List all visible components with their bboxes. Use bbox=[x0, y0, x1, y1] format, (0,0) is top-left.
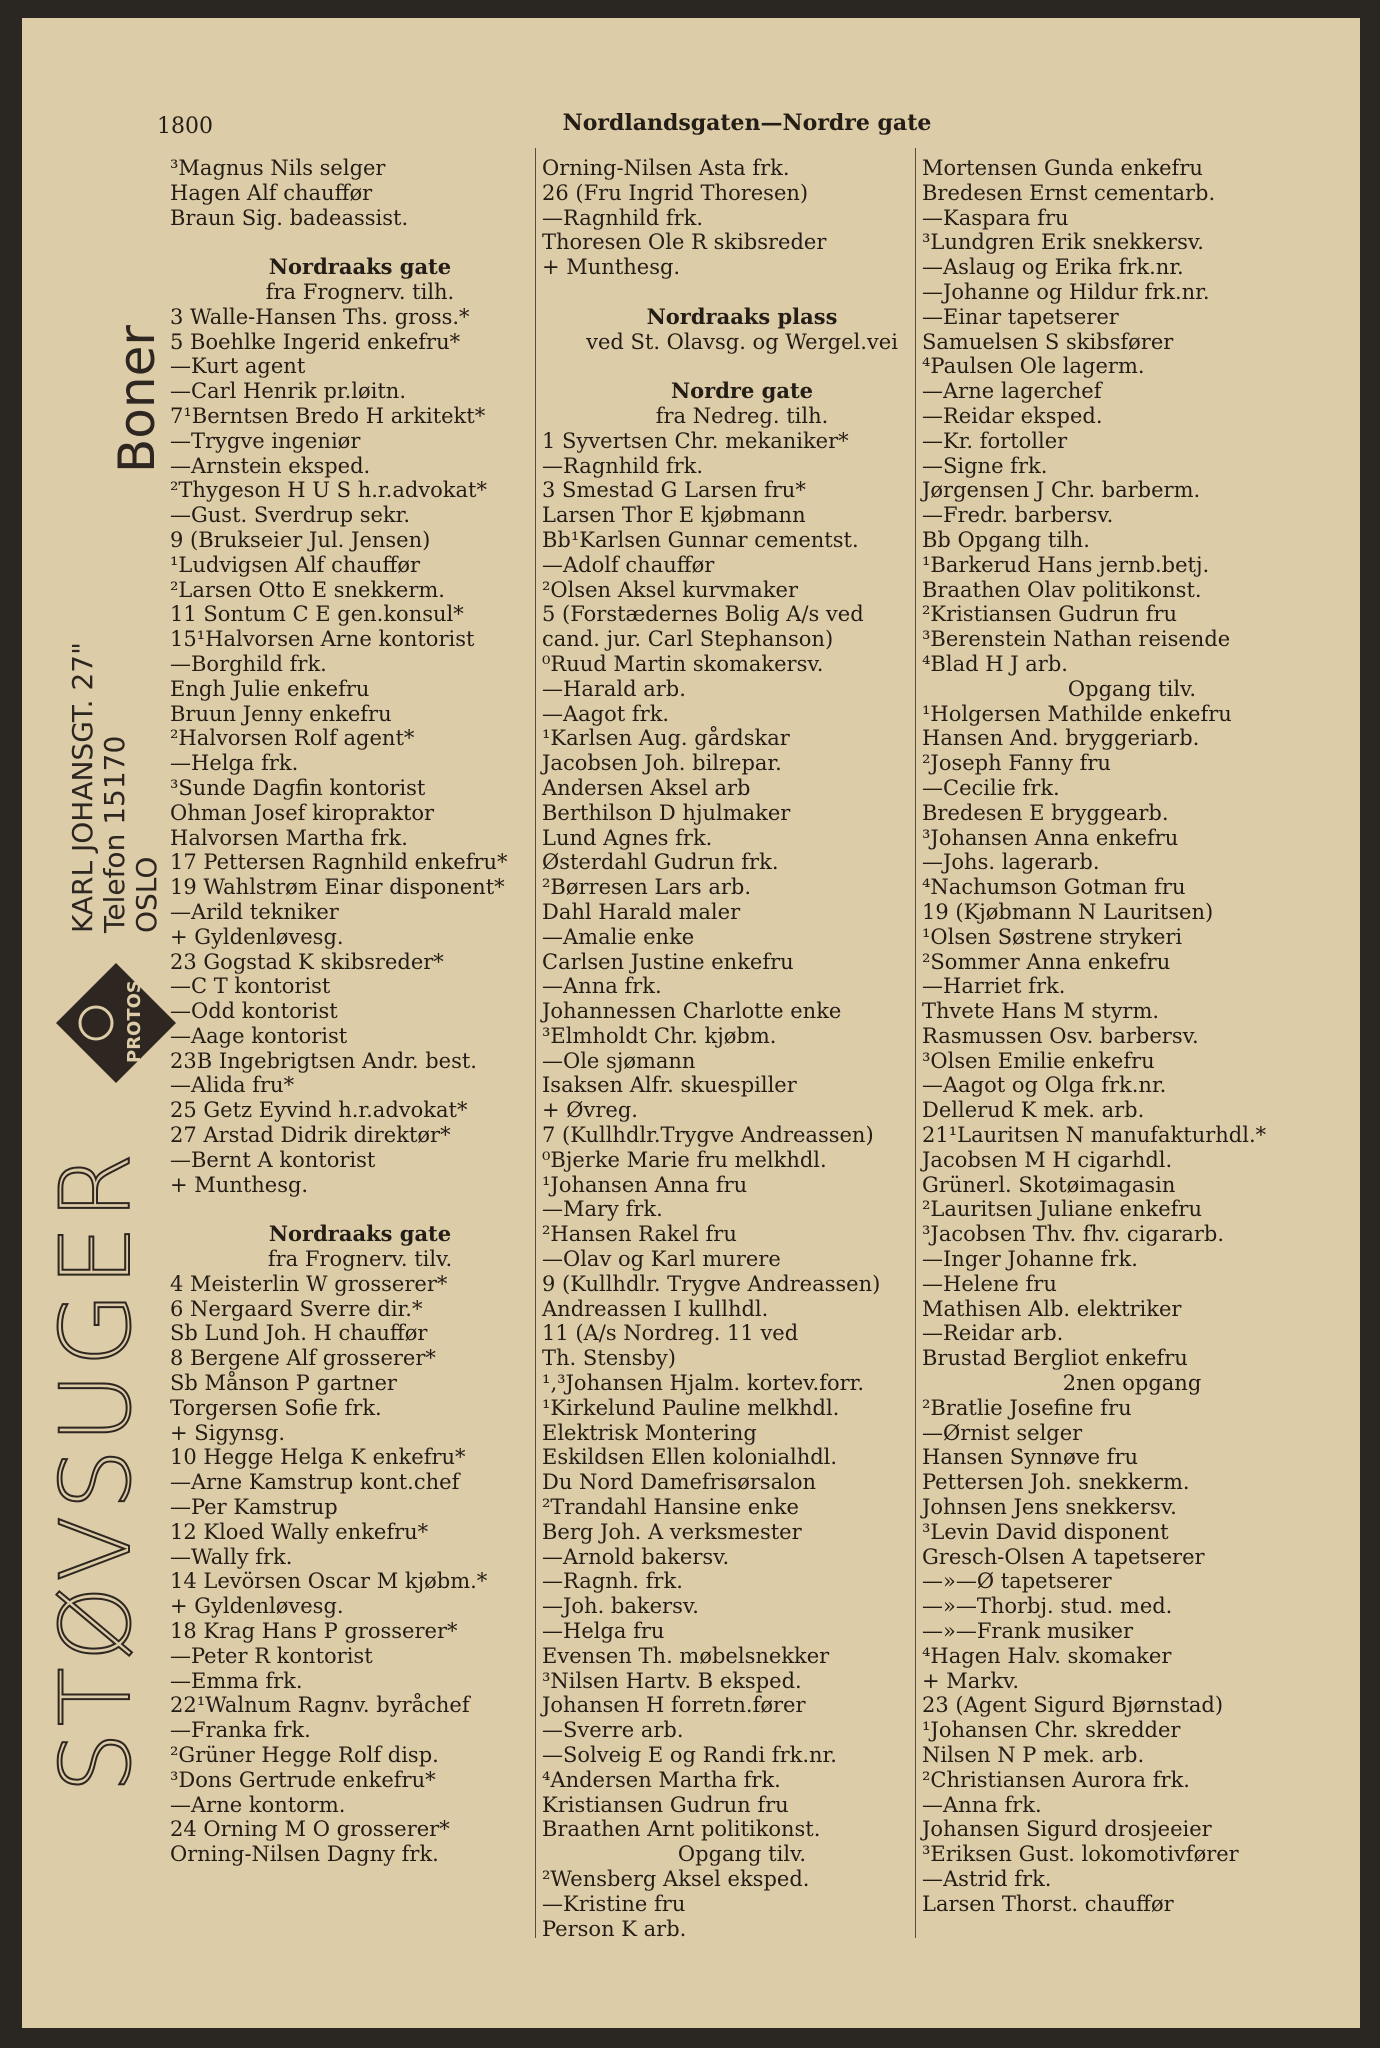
directory-entry: Hansen And. bryggeriarb. bbox=[922, 726, 1200, 751]
directory-entry: Bruun Jenny enkefru bbox=[170, 701, 392, 726]
directory-entry: —Anna frk. bbox=[542, 974, 662, 999]
directory-entry: —Aage kontorist bbox=[170, 1023, 348, 1048]
directory-entry: Carlsen Justine enkefru bbox=[542, 949, 794, 974]
directory-entry: Opgang tilv. bbox=[1067, 676, 1197, 701]
directory-entry: Ohman Josef kiropraktor bbox=[170, 800, 435, 825]
directory-entry: Mortensen Gunda enkefru bbox=[922, 156, 1203, 180]
directory-entry: —Reidar eksped. bbox=[922, 403, 1103, 428]
directory-entry: —Mary frk. bbox=[542, 1197, 663, 1222]
directory-entry: —Arild tekniker bbox=[170, 899, 339, 924]
directory-entry: 10 Hegge Helga K enkefru* bbox=[170, 1445, 466, 1470]
directory-entry: —Anna frk. bbox=[922, 1792, 1042, 1817]
advert-city: OSLO bbox=[130, 856, 163, 933]
directory-entry: —»—Ø tapetserer bbox=[922, 1569, 1112, 1594]
directory-entry: 8 Bergene Alf grosserer* bbox=[170, 1346, 436, 1371]
directory-entry: —Joh. bakersv. bbox=[542, 1594, 699, 1619]
spacer bbox=[542, 280, 942, 305]
directory-entry: ³Berenstein Nathan reisende bbox=[922, 627, 1231, 652]
directory-entry: Halvorsen Martha frk. bbox=[170, 825, 408, 850]
directory-entry: —Per Kamstrup bbox=[170, 1495, 338, 1520]
directory-entry: + Øvreg. bbox=[542, 1098, 638, 1123]
directory-entry: 24 Orning M O grosserer* bbox=[170, 1817, 450, 1842]
directory-entry: Johnsen Jens snekkersv. bbox=[922, 1495, 1177, 1520]
directory-entry: Kristiansen Gudrun fru bbox=[542, 1792, 789, 1817]
directory-entry: Orning-Nilsen Dagny frk. bbox=[170, 1842, 439, 1867]
directory-entry: Bb Opgang tilh. bbox=[922, 527, 1090, 552]
directory-entry: —Peter R kontorist bbox=[170, 1643, 373, 1668]
directory-entry: ³Magnus Nils selger bbox=[170, 156, 386, 180]
directory-entry: —Arne kontorm. bbox=[170, 1792, 346, 1817]
directory-entry: Larsen Thorst. chauffør bbox=[922, 1891, 1174, 1916]
directory-entry: 5 Boehlke Ingerid enkefru* bbox=[170, 329, 461, 354]
directory-entry: fra Frognerv. tilv. bbox=[267, 1247, 453, 1272]
directory-entry: 25 Getz Eyvind h.r.advokat* bbox=[170, 1098, 468, 1123]
directory-entry: ²Thygeson H U S h.r.advokat* bbox=[170, 478, 487, 503]
directory-entry: ³Elmholdt Chr. kjøbm. bbox=[542, 1023, 777, 1048]
directory-entry: —Kaspara fru bbox=[922, 205, 1069, 230]
column-3 bbox=[922, 156, 1342, 1917]
directory-entry: ²Wensberg Aksel eksped. bbox=[542, 1866, 810, 1891]
directory-entry: ¹Ludvigsen Alf chauffør bbox=[170, 552, 421, 577]
directory-entry: ⁴Nachumson Gotman fru bbox=[922, 875, 1186, 900]
directory-entry: Bredesen Ernst cementarb. bbox=[922, 180, 1216, 205]
directory-entry: ²Joseph Fanny fru bbox=[922, 751, 1111, 776]
directory-entry: Johansen H forretn.fører bbox=[542, 1693, 806, 1718]
directory-entry: 15¹Halvorsen Arne kontorist bbox=[170, 627, 475, 652]
advert-address: KARL JOHANSGT. 27" bbox=[66, 642, 99, 933]
directory-entry: 17 Pettersen Ragnhild enkefru* bbox=[170, 850, 508, 875]
directory-entry: Jacobsen M H cigarhdl. bbox=[922, 1147, 1173, 1172]
directory-entry: —Aagot og Olga frk.nr. bbox=[922, 1073, 1167, 1098]
directory-entry: —Bernt A kontorist bbox=[170, 1147, 376, 1172]
directory-entry: —Adolf chauffør bbox=[542, 552, 715, 577]
directory-entry: ⁴Andersen Martha frk. bbox=[542, 1767, 781, 1792]
running-head: Nordlandsgaten—Nordre gate bbox=[562, 110, 932, 136]
directory-entry: 1 Syvertsen Chr. mekaniker* bbox=[542, 428, 849, 453]
directory-entry: Brustad Bergliot enkefru bbox=[922, 1346, 1188, 1371]
directory-entry: 19 Wahlstrøm Einar disponent* bbox=[170, 875, 505, 900]
directory-entry: ³Lundgren Erik snekkersv. bbox=[922, 230, 1204, 255]
directory-entry: ³Dons Gertrude enkefru* bbox=[170, 1767, 436, 1792]
directory-entry: Orning-Nilsen Asta frk. bbox=[542, 156, 790, 180]
directory-entry: —Kr. fortoller bbox=[922, 428, 1068, 453]
directory-entry: Du Nord Damefrisørsalon bbox=[542, 1470, 817, 1495]
directory-entry: —Helene fru bbox=[922, 1271, 1057, 1296]
directory-entry: ³Jacobsen Thv. fhv. cigararb. bbox=[922, 1222, 1225, 1247]
directory-entry: ¹Holgersen Mathilde enkefru bbox=[922, 701, 1232, 726]
advert-main-text: STØVSUGER bbox=[40, 1146, 152, 1793]
directory-entry: ¹Karlsen Aug. gårdskar bbox=[542, 726, 790, 751]
directory-entry: Larsen Thor E kjøbmann bbox=[542, 503, 806, 528]
directory-entry: Jacobsen Joh. bilrepar. bbox=[542, 751, 782, 776]
directory-entry: ³Olsen Emilie enkefru bbox=[922, 1048, 1155, 1073]
directory-entry: —Arne lagerchef bbox=[922, 379, 1102, 404]
directory-page bbox=[22, 18, 1360, 2028]
directory-entry: ²Christiansen Aurora frk. bbox=[922, 1767, 1190, 1792]
directory-entry: —Sverre arb. bbox=[542, 1718, 684, 1743]
directory-entry: Thvete Hans M styrm. bbox=[922, 999, 1160, 1024]
directory-entry: 7¹Berntsen Bredo H arkitekt* bbox=[170, 403, 486, 428]
directory-entry: Dellerud K mek. arb. bbox=[922, 1098, 1145, 1123]
directory-entry: —Einar tapetserer bbox=[922, 304, 1119, 329]
street-heading: Nordre gate bbox=[670, 378, 814, 404]
directory-entry: Gresch-Olsen A tapetserer bbox=[922, 1544, 1205, 1569]
directory-entry: Person K arb. bbox=[542, 1916, 687, 1941]
directory-entry: 6 Nergaard Sverre dir.* bbox=[170, 1296, 423, 1321]
directory-entry: ³Nilsen Hartv. B eksped. bbox=[542, 1668, 802, 1693]
directory-entry: Opgang tilv. bbox=[677, 1842, 807, 1867]
directory-entry: Berthilson D hjulmaker bbox=[542, 800, 791, 825]
directory-entry: fra Nedreg. tilh. bbox=[655, 403, 829, 428]
street-heading: Nordraaks gate bbox=[268, 1221, 452, 1247]
directory-entry: ¹Olsen Søstrene strykeri bbox=[922, 924, 1183, 949]
directory-entry: 9 (Brukseier Jul. Jensen) bbox=[170, 527, 431, 552]
directory-entry: Johannessen Charlotte enke bbox=[542, 999, 842, 1024]
directory-entry: Braathen Arnt politikonst. bbox=[542, 1817, 821, 1842]
directory-entry: ²Bratlie Josefine fru bbox=[922, 1395, 1132, 1420]
directory-entry: —Olav og Karl murere bbox=[542, 1247, 781, 1272]
directory-entry: —Arnold bakersv. bbox=[542, 1544, 730, 1569]
directory-entry: ved St. Olavsg. og Wergel.vei bbox=[586, 329, 898, 354]
directory-entry: ²Sommer Anna enkefru bbox=[922, 949, 1171, 974]
street-heading: Nordraaks gate bbox=[268, 254, 452, 280]
directory-entry: ³Levin David disponent bbox=[922, 1519, 1169, 1544]
directory-entry: 23B Ingebrigtsen Andr. best. bbox=[170, 1048, 477, 1073]
directory-entry: —C T kontorist bbox=[170, 974, 331, 999]
directory-entry: —Borghild frk. bbox=[170, 651, 327, 676]
directory-entry: Lund Agnes frk. bbox=[542, 825, 713, 850]
column-2 bbox=[542, 156, 942, 1941]
directory-entry: 11 Sontum C E gen.konsul* bbox=[170, 602, 464, 627]
directory-entry: —Ragnh. frk. bbox=[542, 1569, 683, 1594]
directory-entry: 23 (Agent Sigurd Bjørnstad) bbox=[922, 1693, 1224, 1718]
directory-entry: Samuelsen S skibsfører bbox=[922, 329, 1174, 354]
directory-entry: ¹Johansen Anna fru bbox=[542, 1172, 748, 1197]
directory-entry: 3 Walle-Hansen Ths. gross.* bbox=[170, 304, 470, 329]
directory-entry: Dahl Harald maler bbox=[542, 899, 741, 924]
directory-entry: 23 Gogstad K skibsreder* bbox=[170, 949, 444, 974]
directory-entry: —Ragnhild frk. bbox=[542, 205, 704, 230]
directory-entry: Braun Sig. badeassist. bbox=[170, 205, 409, 230]
directory-entry: Bredesen E bryggearb. bbox=[922, 800, 1169, 825]
directory-entry: ²Lauritsen Juliane enkefru bbox=[922, 1197, 1202, 1222]
directory-entry: —Alida fru* bbox=[170, 1073, 295, 1098]
directory-entry: —Franka frk. bbox=[170, 1718, 311, 1743]
advert-phone: Telefon 15170 bbox=[98, 735, 131, 933]
directory-entry: —»—Frank musiker bbox=[922, 1619, 1134, 1644]
directory-entry: Engh Julie enkefru bbox=[170, 676, 370, 701]
directory-entry: —Trygve ingeniør bbox=[170, 428, 361, 453]
directory-entry: —Harriet frk. bbox=[922, 974, 1066, 999]
street-heading: Nordraaks plass bbox=[646, 303, 838, 329]
spacer bbox=[170, 1197, 550, 1222]
directory-entry: —Kristine fru bbox=[542, 1891, 686, 1916]
directory-entry: ²Hansen Rakel fru bbox=[542, 1222, 737, 1247]
directory-entry: 26 (Fru Ingrid Thoresen) bbox=[542, 180, 809, 205]
directory-entry: —Signe frk. bbox=[922, 453, 1048, 478]
directory-entry: —Wally frk. bbox=[170, 1544, 293, 1569]
directory-entry: —Amalie enke bbox=[542, 924, 695, 949]
advert-side-text: Boner bbox=[108, 325, 166, 473]
directory-entry: —Astrid frk. bbox=[922, 1866, 1052, 1891]
directory-entry: Rasmussen Osv. barbersv. bbox=[922, 1023, 1199, 1048]
directory-entry: 11 (A/s Nordreg. 11 ved bbox=[542, 1321, 799, 1346]
directory-entry: cand. jur. Carl Stephanson) bbox=[542, 627, 834, 652]
directory-entry: ¹Kirkelund Pauline melkhdl. bbox=[542, 1395, 840, 1420]
directory-entry: Pettersen Joh. snekkerm. bbox=[922, 1470, 1190, 1495]
advert-brand: PROTOS bbox=[124, 980, 145, 1063]
directory-entry: —Fredr. barbersv. bbox=[922, 503, 1114, 528]
directory-entry: Jørgensen J Chr. barberm. bbox=[922, 478, 1201, 503]
directory-entry: ²Larsen Otto E snekkerm. bbox=[170, 577, 445, 602]
directory-entry: + Munthesg. bbox=[542, 255, 681, 280]
directory-entry: ⁰Ruud Martin skomakersv. bbox=[542, 651, 824, 676]
directory-entry: Eskildsen Ellen kolonialhdl. bbox=[542, 1445, 838, 1470]
directory-entry: —Helga frk. bbox=[170, 751, 299, 776]
directory-entry: 18 Krag Hans P grosserer* bbox=[170, 1619, 458, 1644]
directory-entry: —Arnstein eksped. bbox=[170, 453, 371, 478]
directory-entry: —Ørnist selger bbox=[922, 1420, 1083, 1445]
directory-entry: 27 Arstad Didrik direktør* bbox=[170, 1123, 451, 1148]
directory-entry: 3 Smestad G Larsen fru* bbox=[542, 478, 806, 503]
directory-entry: ²Olsen Aksel kurvmaker bbox=[542, 577, 799, 602]
spacer bbox=[170, 230, 550, 255]
directory-entry: 14 Levörsen Oscar M kjøbm.* bbox=[170, 1569, 488, 1594]
directory-entry: ¹Barkerud Hans jernb.betj. bbox=[922, 552, 1210, 577]
directory-entry: Andersen Aksel arb bbox=[542, 775, 751, 800]
directory-entry: —Aslaug og Erika frk.nr. bbox=[922, 255, 1184, 280]
page-number: 1800 bbox=[157, 114, 213, 139]
directory-entry: 22¹Walnum Ragnv. byråchef bbox=[170, 1693, 470, 1718]
directory-entry: ³Johansen Anna enkefru bbox=[922, 825, 1179, 850]
directory-entry: + Gyldenløvesg. bbox=[170, 1594, 344, 1619]
directory-entry: Thoresen Ole R skibsreder bbox=[542, 230, 827, 255]
directory-entry: —Solveig E og Randi frk.nr. bbox=[542, 1743, 837, 1767]
directory-entry: ⁴Paulsen Ole lagerm. bbox=[922, 354, 1145, 379]
directory-entry: ⁴Blad H J arb. bbox=[922, 651, 1068, 676]
directory-entry: ²Grüner Hegge Rolf disp. bbox=[170, 1743, 439, 1767]
directory-entry: 19 (Kjøbmann N Lauritsen) bbox=[922, 899, 1214, 924]
directory-entry: Berg Joh. A verksmester bbox=[542, 1519, 802, 1544]
directory-entry: 12 Kloed Wally enkefru* bbox=[170, 1519, 429, 1544]
directory-entry: —Inger Johanne frk. bbox=[922, 1247, 1138, 1272]
directory-entry: 4 Meisterlin W grosserer* bbox=[170, 1271, 448, 1296]
directory-entry: Mathisen Alb. elektriker bbox=[922, 1296, 1182, 1321]
directory-entry: —»—Thorbj. stud. med. bbox=[922, 1594, 1173, 1619]
directory-entry: —Helga fru bbox=[542, 1619, 665, 1644]
column-1 bbox=[170, 156, 550, 1867]
directory-entry: ³Sunde Dagfin kontorist bbox=[170, 775, 426, 800]
directory-entry: Isaksen Alfr. skuespiller bbox=[542, 1073, 797, 1098]
directory-entry: —Johs. lagerarb. bbox=[922, 850, 1100, 875]
directory-entry: —Johanne og Hildur frk.nr. bbox=[922, 279, 1210, 304]
directory-entry: fra Frognerv. tilh. bbox=[265, 279, 455, 304]
directory-entry: —Emma frk. bbox=[170, 1668, 303, 1693]
directory-entry: + Markv. bbox=[922, 1668, 1020, 1693]
directory-entry: —Ragnhild frk. bbox=[542, 453, 704, 478]
directory-entry: Th. Stensby) bbox=[542, 1346, 676, 1371]
directory-entry: ⁴Hagen Halv. skomaker bbox=[922, 1643, 1172, 1668]
directory-entry: —Aagot frk. bbox=[542, 701, 670, 726]
directory-entry: —Kurt agent bbox=[170, 354, 306, 379]
directory-entry: —Ole sjømann bbox=[542, 1048, 696, 1073]
directory-entry: —Gust. Sverdrup sekr. bbox=[170, 503, 411, 528]
directory-entry: Grünerl. Skotøimagasin bbox=[922, 1172, 1176, 1197]
directory-entry: 9 (Kullhdlr. Trygve Andreassen) bbox=[542, 1271, 881, 1296]
directory-entry: Evensen Th. møbelsnekker bbox=[542, 1643, 830, 1668]
directory-entry: ¹‚³Johansen Hjalm. kortev.forr. bbox=[542, 1371, 865, 1396]
directory-entry: Bb¹Karlsen Gunnar cementst. bbox=[542, 527, 859, 552]
directory-entry: + Gyldenløvesg. bbox=[170, 924, 344, 949]
directory-entry: Østerdahl Gudrun frk. bbox=[542, 850, 779, 875]
directory-entry: ²Trandahl Hansine enke bbox=[542, 1495, 799, 1520]
directory-entry: Johansen Sigurd drosjeeier bbox=[922, 1817, 1212, 1842]
directory-entry: Torgersen Sofie frk. bbox=[170, 1395, 382, 1420]
directory-entry: ²Halvorsen Rolf agent* bbox=[170, 726, 415, 751]
directory-entry: 5 (Forstædernes Bolig A/s ved bbox=[542, 602, 864, 627]
directory-entry: Elektrisk Montering bbox=[542, 1420, 757, 1445]
spacer bbox=[542, 354, 942, 379]
directory-entry: ²Kristiansen Gudrun fru bbox=[922, 602, 1178, 627]
directory-entry: —Carl Henrik pr.løitn. bbox=[170, 379, 407, 404]
directory-entry: Andreassen I kullhdl. bbox=[542, 1296, 769, 1321]
directory-entry: Sb Lund Joh. H chauffør bbox=[170, 1321, 428, 1346]
directory-entry: 7 (Kullhdlr.Trygve Andreassen) bbox=[542, 1123, 874, 1148]
directory-entry: —Reidar arb. bbox=[922, 1321, 1064, 1346]
directory-entry: 2nen opgang bbox=[1062, 1371, 1202, 1396]
directory-entry: ⁰Bjerke Marie fru melkhdl. bbox=[542, 1147, 827, 1172]
directory-entry: + Sigynsg. bbox=[170, 1420, 286, 1445]
directory-entry: ³Eriksen Gust. lokomotivfører bbox=[922, 1842, 1239, 1867]
directory-entry: Nilsen N P mek. arb. bbox=[922, 1743, 1145, 1767]
directory-entry: ¹Johansen Chr. skredder bbox=[922, 1718, 1181, 1743]
protos-diamond-logo bbox=[56, 963, 176, 1083]
directory-entry: Hagen Alf chauffør bbox=[170, 180, 373, 205]
directory-entry: ²Børresen Lars arb. bbox=[542, 875, 752, 900]
directory-entry: Braathen Olav politikonst. bbox=[922, 577, 1202, 602]
directory-entry: + Munthesg. bbox=[170, 1172, 309, 1197]
directory-entry: 21¹Lauritsen N manufakturhdl.* bbox=[922, 1123, 1267, 1148]
directory-entry: Hansen Synnøve fru bbox=[922, 1445, 1139, 1470]
directory-entry: —Odd kontorist bbox=[170, 999, 338, 1024]
directory-entry: —Cecilie frk. bbox=[922, 775, 1060, 800]
directory-entry: —Arne Kamstrup kont.chef bbox=[170, 1470, 460, 1495]
directory-entry: —Harald arb. bbox=[542, 676, 686, 701]
directory-entry: Sb Månson P gartner bbox=[170, 1371, 397, 1396]
